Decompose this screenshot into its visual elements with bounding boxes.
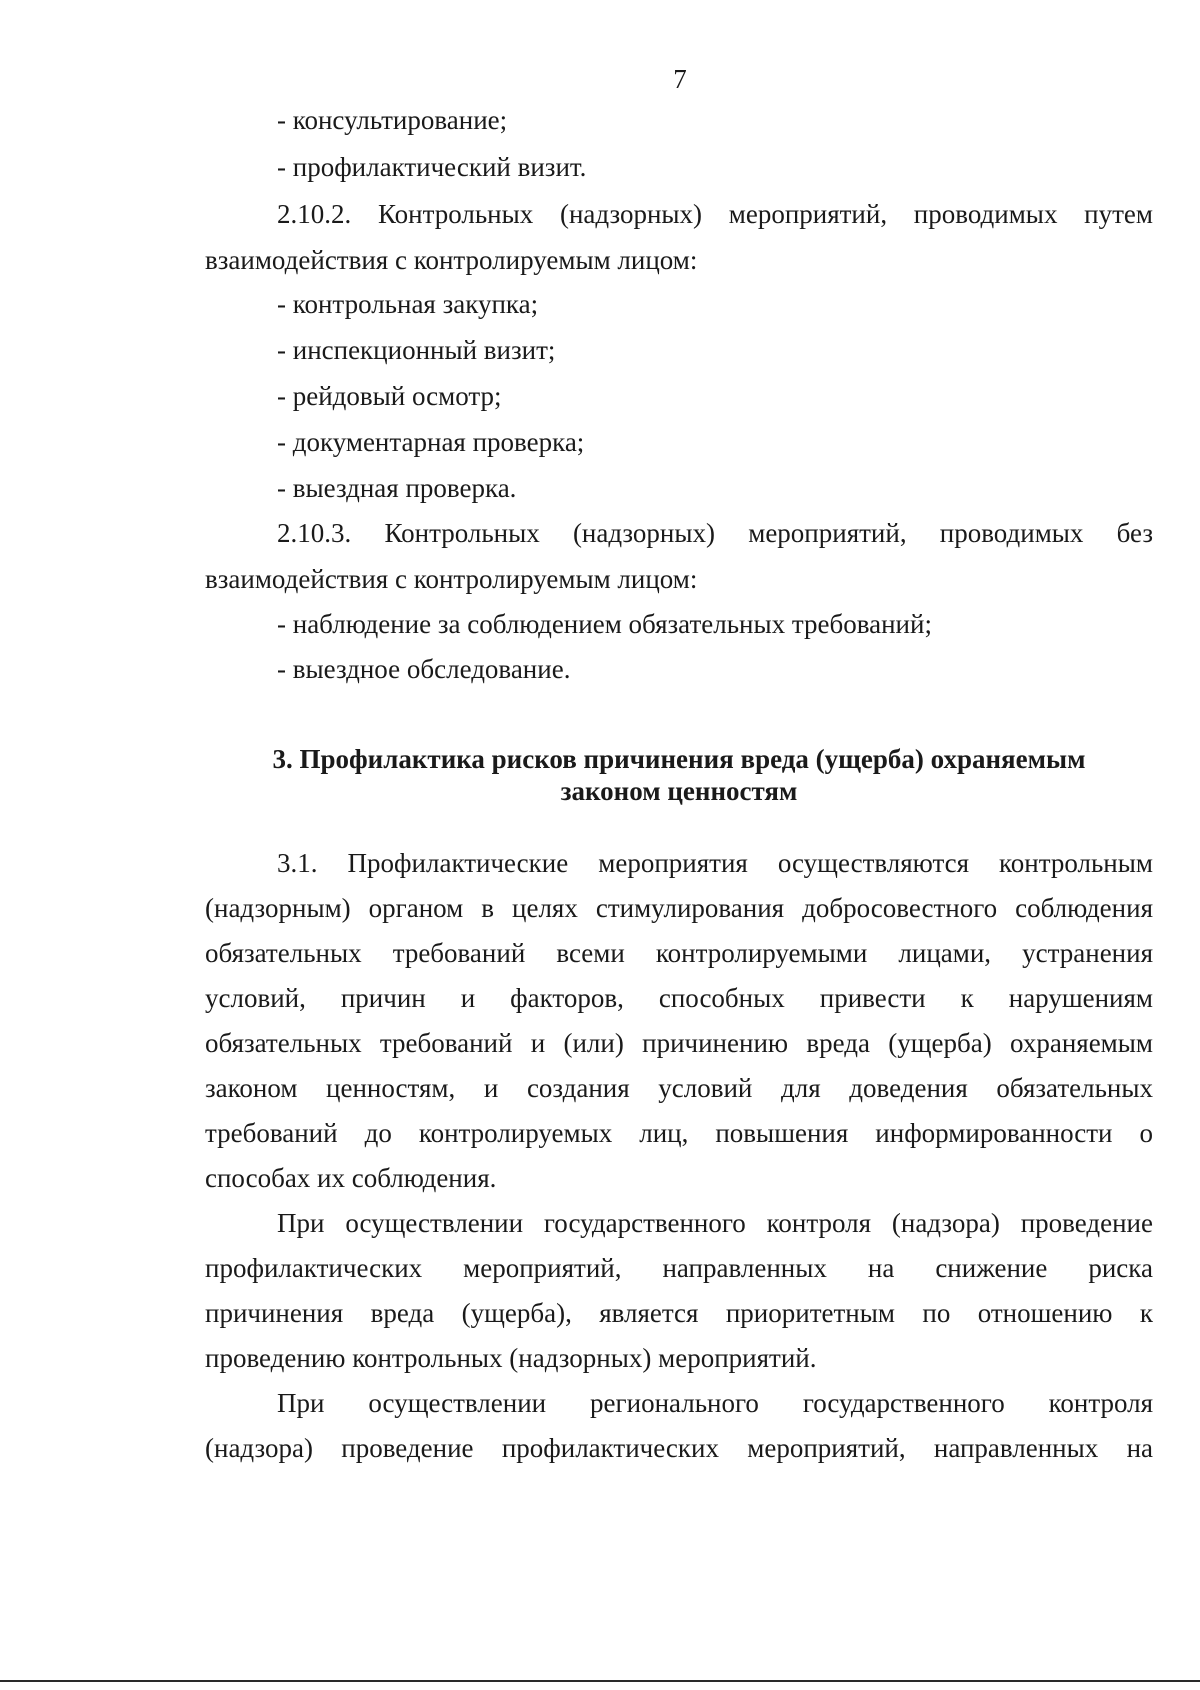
- list-item-preventive-visit: - профилактический визит.: [277, 152, 587, 182]
- list-item-documentary-check: - документарная проверка;: [277, 427, 585, 457]
- section-heading-line-1: 3. Профилактика рисков причинения вреда (ущерба) охраняемым: [272, 744, 1086, 774]
- paragraph-3-1-line-8: способах их соблюдения.: [205, 1163, 497, 1193]
- paragraph-2-10-3-line-2: взаимодействия с контролируемым лицом:: [205, 564, 698, 594]
- list-item-field-survey: - выездное обследование.: [277, 654, 571, 684]
- paragraph-regional-control-line-2: (надзора) проведение профилактических мероприятий, направленных на: [205, 1433, 1153, 1463]
- list-item-raid-inspection: - рейдовый осмотр;: [277, 381, 502, 411]
- paragraph-3-1-line-5: обязательных требований и (или) причинению вреда (ущерба) охраняемым: [205, 1028, 1153, 1058]
- list-item-field-check: - выездная проверка.: [277, 473, 517, 503]
- list-item-observation: - наблюдение за соблюдением обязательных требований;: [277, 609, 932, 639]
- paragraph-3-1-line-6: законом ценностям, и создания условий для доведения обязательных: [205, 1073, 1153, 1103]
- paragraph-state-control-line-4: проведению контрольных (надзорных) мероприятий.: [205, 1343, 817, 1373]
- list-item-control-purchase: - контрольная закупка;: [277, 289, 539, 319]
- paragraph-2-10-2-line-1: 2.10.2. Контрольных (надзорных) мероприятий, проводимых путем: [277, 199, 1153, 229]
- page-number: 7: [673, 64, 687, 94]
- paragraph-3-1-line-4: условий, причин и факторов, способных привести к нарушениям: [205, 983, 1153, 1013]
- paragraph-regional-control-line-1: При осуществлении регионального государственного контроля: [277, 1388, 1153, 1418]
- paragraph-2-10-3-line-1: 2.10.3. Контрольных (надзорных) мероприятий, проводимых без: [277, 518, 1153, 548]
- list-item-inspection-visit: - инспекционный визит;: [277, 335, 556, 365]
- paragraph-3-1-line-1: 3.1. Профилактические мероприятия осуществляются контрольным: [277, 848, 1153, 878]
- paragraph-state-control-line-2: профилактических мероприятий, направленных на снижение риска: [205, 1253, 1153, 1283]
- list-item-consulting: - консультирование;: [277, 105, 508, 135]
- paragraph-3-1-line-7: требований до контролируемых лиц, повышения информированности о: [205, 1118, 1153, 1148]
- section-heading-line-2: законом ценностям: [560, 776, 798, 806]
- paragraph-state-control-line-3: причинения вреда (ущерба), является приоритетным по отношению к: [205, 1298, 1153, 1328]
- paragraph-state-control-line-1: При осуществлении государственного контроля (надзора) проведение: [277, 1208, 1153, 1238]
- scan-bottom-edge: [0, 1680, 1200, 1682]
- paragraph-3-1-line-2: (надзорным) органом в целях стимулирования добросовестного соблюдения: [205, 893, 1153, 923]
- paragraph-3-1-line-3: обязательных требований всеми контролируемыми лицами, устранения: [205, 938, 1153, 968]
- paragraph-2-10-2-line-2: взаимодействия с контролируемым лицом:: [205, 245, 698, 275]
